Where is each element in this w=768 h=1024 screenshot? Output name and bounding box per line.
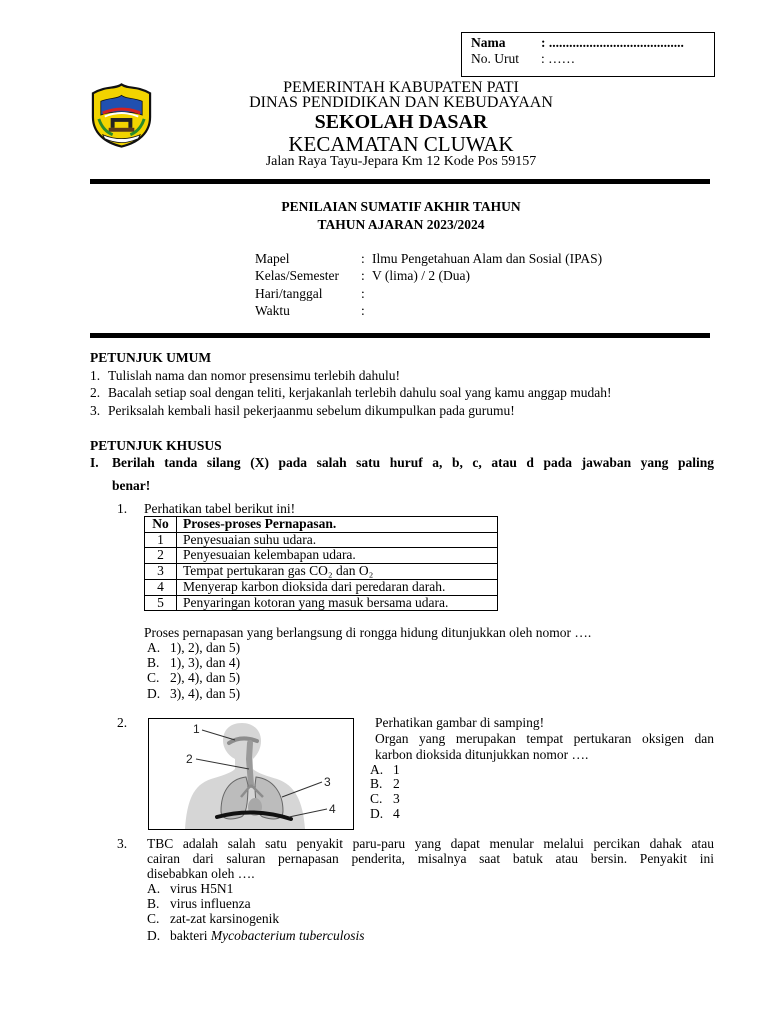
school-address: Jalan Raya Tayu-Jepara Km 12 Kode Pos 59157 [265,154,537,169]
general-instructions-heading: PETUNJUK UMUM [90,350,212,365]
info-sep: : [361,268,365,283]
section-instruction-line: Berilah tanda silang (X) pada salah satu huruf a, b, c, atau d pada jawaban yang paling [112,455,714,470]
table-row [145,579,498,595]
table-cell: Penyaringan kotoran yang masuk bersama udara. [177,595,498,611]
option-text: 2 [393,776,400,791]
figure-label-1: 1 [193,722,200,736]
option-text: 4 [393,806,400,821]
instruction-number: 2. [90,385,101,400]
question-stem: karbon dioksida ditunjukkan nomor …. [375,747,589,762]
respiration-process-table [144,516,498,611]
number-label: No. Urut [471,51,519,66]
name-label: Nama [471,35,506,50]
table-cell: 5 [145,595,177,611]
info-value-class: V (lima) / 2 (Dua) [372,268,470,283]
info-label-subject: Mapel [255,251,290,266]
species-name: Mycobacterium tuberculosis [210,928,365,943]
table-cell: 3 [145,564,177,580]
option-text [170,928,364,944]
student-identity-box [461,32,715,77]
question-stem: Perhatikan gambar di samping! [375,715,545,730]
info-label-class: Kelas/Semester [255,268,339,283]
option-label: A. [147,881,161,896]
option-text: 1), 2), dan 5) [170,640,241,655]
academic-year: TAHUN AJARAN 2023/2024 [317,217,485,232]
table-header-row [145,517,498,533]
info-value-subject: Ilmu Pengetahuan Alam dan Sosial (IPAS) [372,251,603,266]
info-sep: : [361,251,365,266]
table-cell: 4 [145,579,177,595]
option-label: A. [147,640,161,655]
option-text: 2), 4), dan 5) [170,670,241,685]
government-line: PEMERINTAH KABUPATEN PATI [283,79,519,96]
info-label-time: Waktu [255,303,290,318]
special-instructions-heading: PETUNJUK KHUSUS [90,438,222,453]
table-cell: Menyerap karbon dioksida dari peredaran darah. [177,579,498,595]
instruction-number: 3. [90,403,101,418]
question-stem: TBC adalah salah satu penyakit paru-paru yang dapat menular melalui percikan dahak atau [147,836,714,851]
option-label: D. [370,806,384,821]
option-label: D. [147,928,161,943]
name-field: : ........................................ [541,35,684,50]
question-number: 2. [117,715,128,730]
department-line: DINAS PENDIDIKAN DAN KEBUDAYAAN [249,94,553,111]
question-intro: Perhatikan tabel berikut ini! [144,501,296,516]
school-name: SEKOLAH DASAR [314,111,488,133]
instruction-number: 1. [90,368,101,383]
option-label: D. [147,686,161,701]
info-divider [90,333,710,338]
option-label: C. [370,791,383,806]
option-text: 1 [393,762,400,777]
table-row [145,595,498,611]
question-stem: disebabkan oleh …. [147,866,255,881]
table-row [145,548,498,564]
header-divider [90,179,710,184]
table-cell: Penyesuaian kelembapan udara. [177,548,498,564]
trachea [249,743,251,785]
table-header: Proses-proses Pernapasan. [177,517,498,533]
info-sep: : [361,303,365,318]
table-cell: 2 [145,548,177,564]
question-stem: Proses pernapasan yang berlangsung di rongga hidung ditunjukkan oleh nomor …. [144,625,592,640]
option-label: B. [147,655,160,670]
option-text-plain: bakteri [170,928,208,943]
section-number: I. [90,455,99,470]
option-text: 1), 3), dan 4) [170,655,241,670]
question-number: 1. [117,501,128,516]
number-field: : …… [541,51,576,66]
figure-label-3: 3 [324,775,331,789]
info-sep: : [361,286,365,301]
instruction-text: Periksalah kembali hasil pekerjaanmu sebelum dikumpulkan pada gurumu! [108,403,515,418]
question-stem: Organ yang merupakan tempat pertukaran oksigen dan [375,731,714,746]
info-label-date: Hari/tanggal [255,286,323,301]
exam-title: PENILAIAN SUMATIF AKHIR TAHUN [281,199,521,214]
figure-label-2: 2 [186,752,193,766]
option-text: 3), 4), dan 5) [170,686,241,701]
option-text: 3 [393,791,400,806]
question-stem: cairan dari saluran pernapasan penderita, misalnya saat batuk atau bersin. Penyakit ini [147,851,714,866]
table-cell: 1 [145,532,177,548]
option-label: C. [147,911,160,926]
respiratory-system-figure [148,718,354,830]
table-cell: Penyesuaian suhu udara. [177,532,498,548]
option-label: B. [370,776,383,791]
figure-label-4: 4 [329,802,336,816]
option-label: B. [147,896,160,911]
table-cell: Tempat pertukaran gas CO₂ dan O₂ [177,564,498,580]
instruction-text: Bacalah setiap soal dengan teliti, kerjakanlah terlebih dahulu soal yang kamu anggap mudah! [108,385,612,400]
option-label: A. [370,762,384,777]
section-instruction-line: benar! [112,478,151,493]
instruction-text: Tulislah nama dan nomor presensimu terlebih dahulu! [108,368,400,383]
question-number: 3. [117,836,128,851]
option-label: C. [147,670,160,685]
option-text: virus H5N1 [170,881,234,896]
table-header: No [145,517,177,533]
option-text: zat-zat karsinogenik [170,911,280,926]
table-row [145,532,498,548]
table-row [145,564,498,580]
option-text: virus influenza [170,896,251,911]
district-name: KECAMATAN CLUWAK [288,132,514,156]
